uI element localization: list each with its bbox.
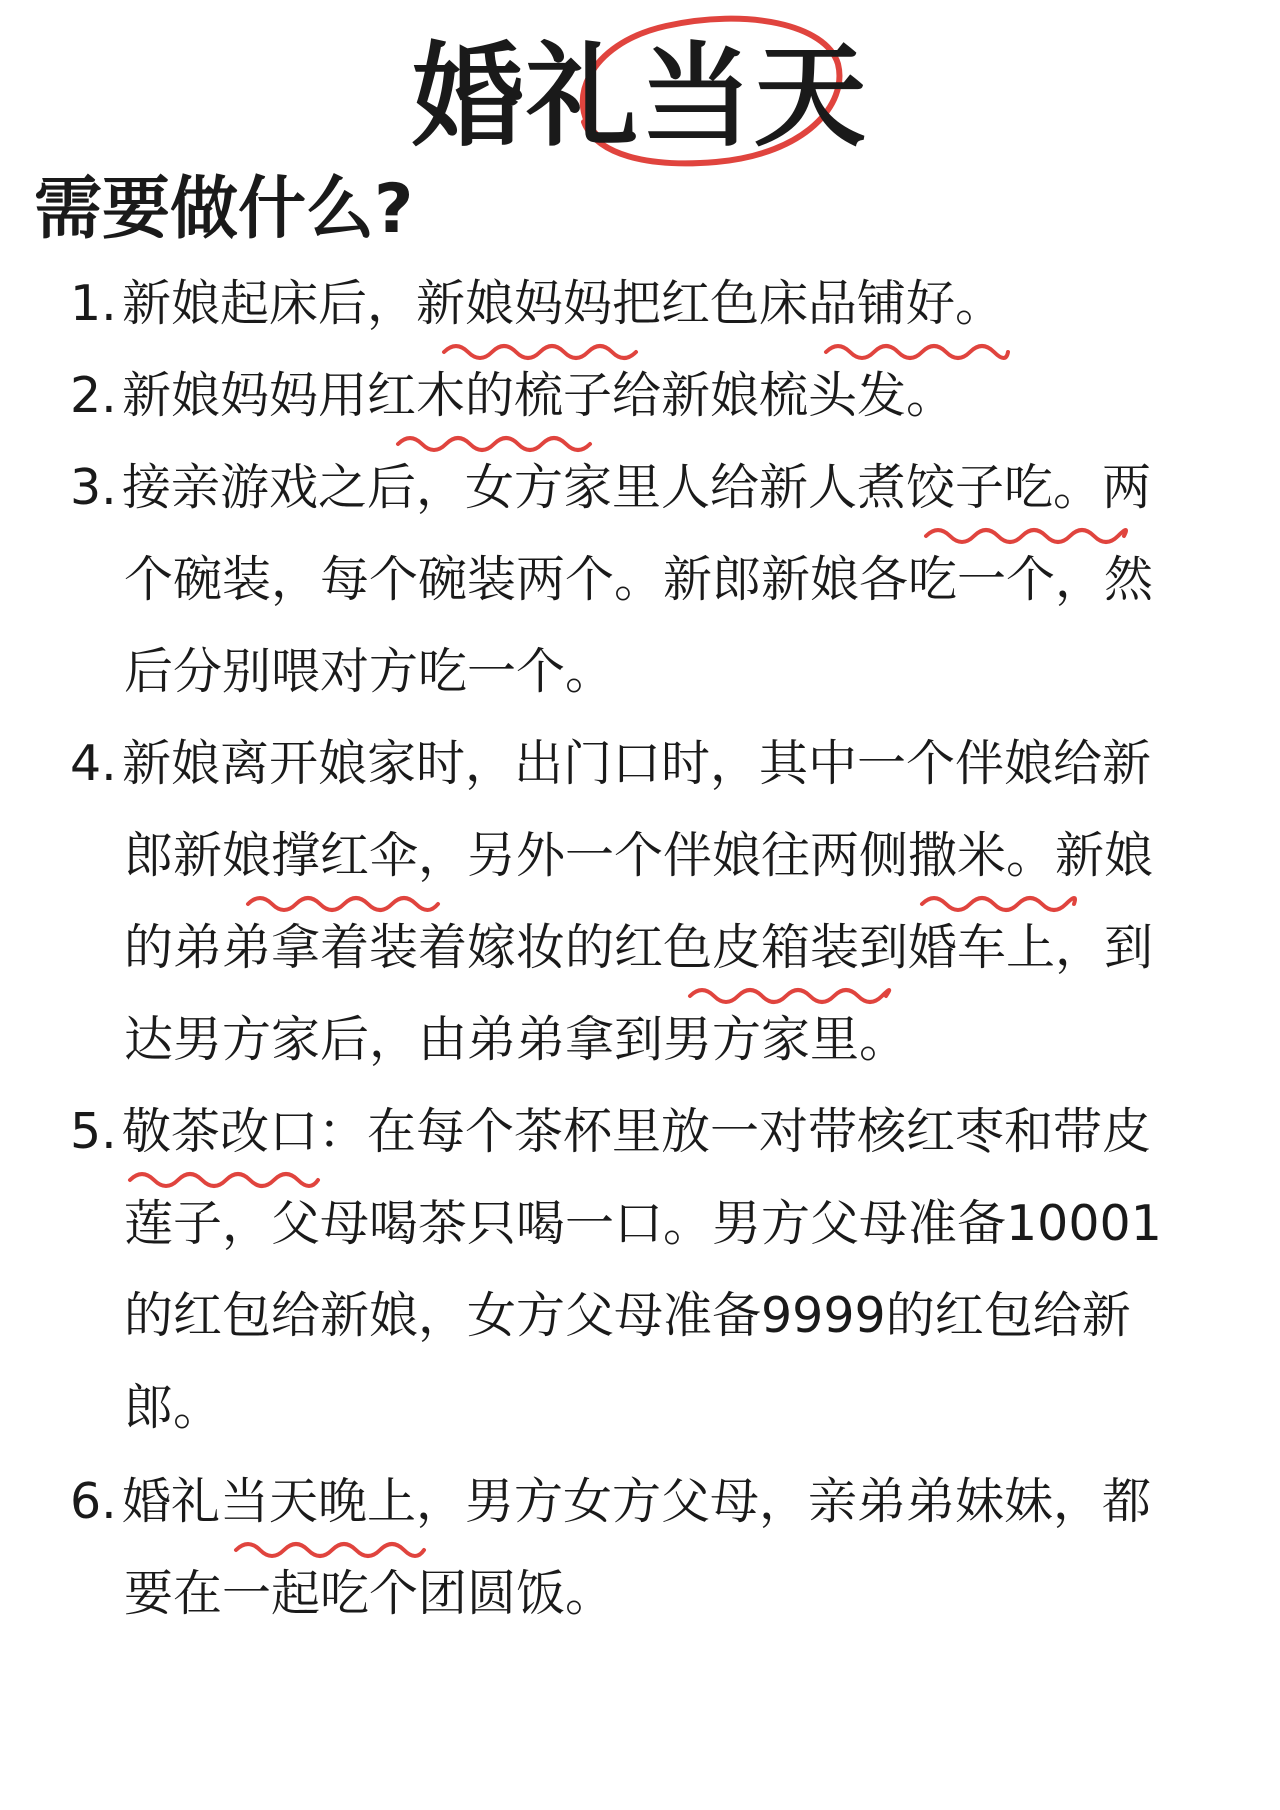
list-item (70, 1086, 1250, 1454)
item-line: 敬茶改口：在每个茶杯里放一对带核红枣和带皮 (122, 1103, 1152, 1160)
list-item (70, 442, 1250, 718)
item-line: 新娘妈妈用红木的梳子给新娘梳头发。 (122, 367, 956, 424)
squiggle-underline (394, 428, 594, 454)
list-item (70, 258, 1250, 350)
item-number: 4. (70, 735, 117, 792)
squiggle-underline (686, 980, 890, 1006)
item-number: 5. (70, 1103, 117, 1160)
item-number: 6. (70, 1473, 117, 1530)
squiggle-underline (918, 888, 1078, 914)
item-number: 1. (70, 275, 117, 332)
squiggle-underline (440, 336, 640, 362)
item-line: 的红包给新娘，女方父母准备9999的红包给新 (124, 1287, 1131, 1344)
page-title: 婚礼当天 (412, 32, 868, 162)
squiggle-underline (232, 1534, 428, 1560)
item-line: 新娘离开娘家时，出门口时，其中一个伴娘给新 (122, 735, 1152, 792)
item-line: 接亲游戏之后，女方家里人给新人煮饺子吃。两 (122, 459, 1152, 516)
item-line: 郎。 (124, 1379, 223, 1436)
item-number: 2. (70, 367, 117, 424)
item-line: 达男方家后，由弟弟拿到男方家里。 (124, 1011, 909, 1068)
item-line: 新娘起床后，新娘妈妈把红色床品铺好。 (122, 275, 1005, 332)
item-number: 3. (70, 459, 117, 516)
item-line: 婚礼当天晚上，男方女方父母，亲弟弟妹妹，都 (122, 1473, 1152, 1530)
list-item (70, 350, 1250, 442)
section-heading: 需要做什么? (34, 170, 414, 249)
item-line: 个碗装，每个碗装两个。新郎新娘各吃一个，然 (124, 551, 1154, 608)
squiggle-underline (922, 520, 1128, 546)
item-line: 郎新娘撑红伞，另外一个伴娘往两侧撒米。新娘 (124, 827, 1154, 884)
item-line: 的弟弟拿着装着嫁妆的红色皮箱装到婚车上，到 (124, 919, 1154, 976)
item-line: 后分别喂对方吃一个。 (124, 643, 615, 700)
squiggle-underline (244, 888, 442, 914)
item-line: 莲子，父母喝茶只喝一口。男方父母准备10001 (124, 1195, 1162, 1252)
squiggle-underline (126, 1164, 322, 1190)
item-line: 要在一起吃个团圆饭。 (124, 1565, 615, 1622)
squiggle-underline (822, 336, 1012, 362)
